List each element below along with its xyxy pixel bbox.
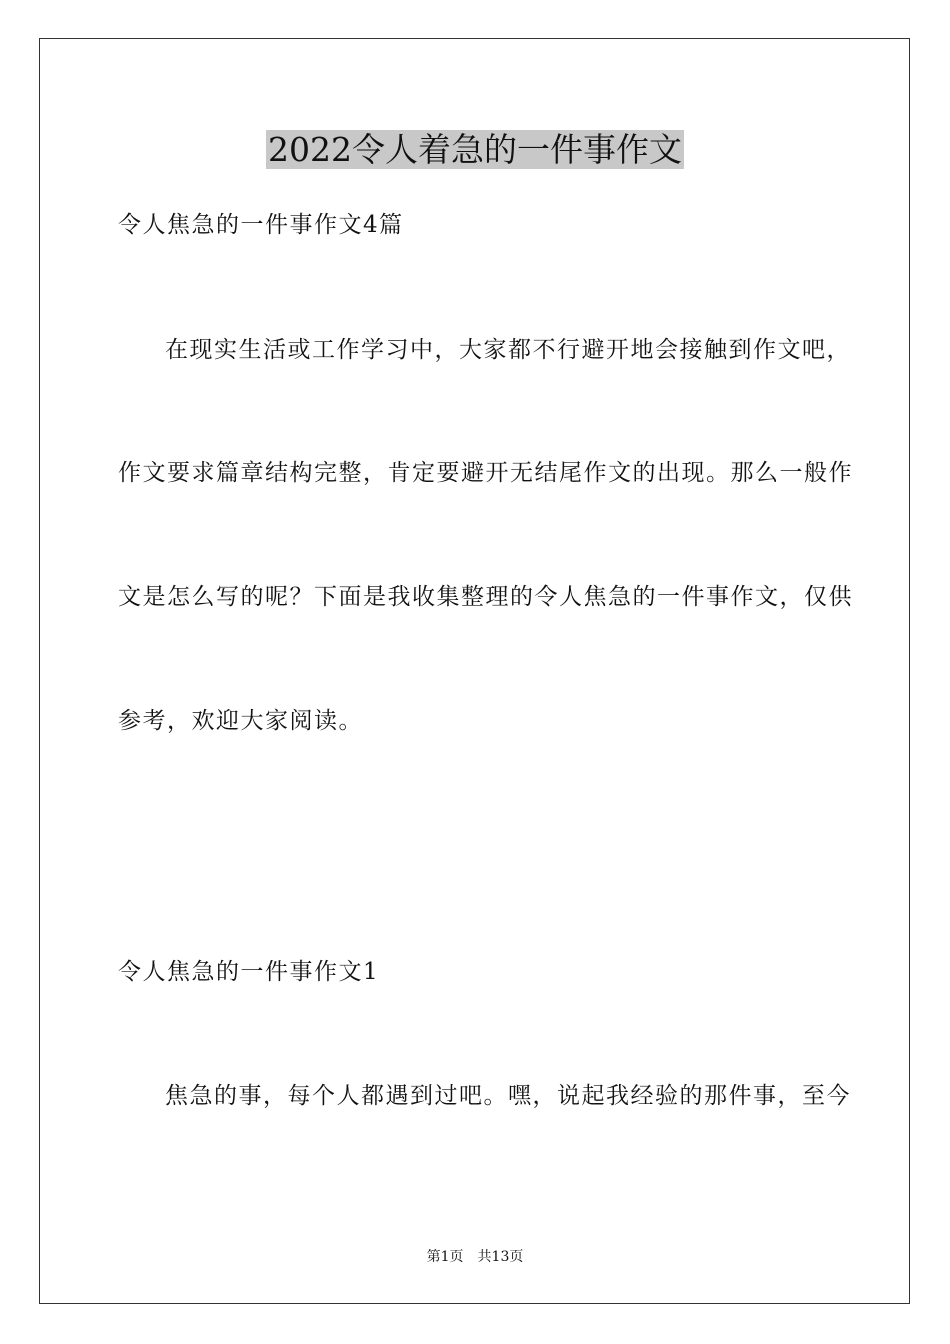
document-title [0,128,950,172]
intro-line-4: 参考，欢迎大家阅读。 [118,708,363,734]
page-footer [0,1248,950,1266]
document-subtitle: 令人焦急的一件事作文4篇 [118,212,404,238]
intro-line-3: 文是怎么写的呢？下面是我收集整理的令人焦急的一件事作文，仅供 [118,584,853,610]
intro-line-1: 在现实生活或工作学习中，大家都不行避开地会接触到作文吧， [165,337,851,363]
page-number: 第1页 [426,1249,464,1265]
section-heading: 令人焦急的一件事作文1 [118,959,380,985]
intro-line-2: 作文要求篇章结构完整，肯定要避开无结尾作文的出现。那么一般作 [118,460,853,486]
section-line-1: 焦急的事，每个人都遇到过吧。嘿，说起我经验的那件事，至今 [165,1083,851,1109]
document-title-text: 2022令人着急的一件事作文 [268,130,682,169]
page-total: 共13页 [477,1249,524,1265]
